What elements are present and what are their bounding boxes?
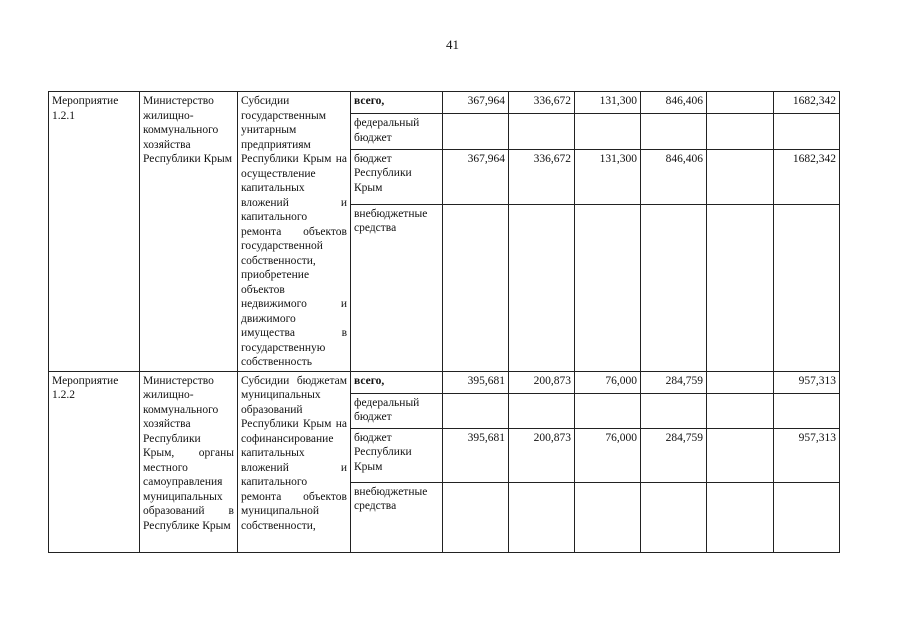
value-cell xyxy=(575,204,641,371)
value-cell xyxy=(774,204,840,371)
budget-table xyxy=(48,91,840,553)
value-cell xyxy=(641,204,707,371)
table-row xyxy=(49,92,840,114)
source-label: федеральный бюджет xyxy=(351,393,443,428)
value-cell: 284,759 xyxy=(641,428,707,482)
value-cell xyxy=(509,482,575,552)
source-label: бюджет Республики Крым xyxy=(351,149,443,204)
value-cell: 395,681 xyxy=(443,428,509,482)
value-cell: 846,406 xyxy=(641,92,707,114)
value-cell: 957,313 xyxy=(774,428,840,482)
value-cell xyxy=(509,204,575,371)
value-cell: 367,964 xyxy=(443,149,509,204)
measure-cell: Мероприятие 1.2.1 xyxy=(49,92,140,372)
value-cell xyxy=(575,482,641,552)
value-cell xyxy=(443,393,509,428)
value-cell xyxy=(707,371,774,393)
value-cell xyxy=(707,393,774,428)
source-label: всего, xyxy=(351,371,443,393)
source-label: внебюджетные средства xyxy=(351,204,443,371)
value-cell xyxy=(707,149,774,204)
table-row xyxy=(49,371,840,393)
value-cell xyxy=(707,428,774,482)
measure-cell: Мероприятие 1.2.2 xyxy=(49,371,140,552)
value-cell xyxy=(509,393,575,428)
value-cell xyxy=(707,204,774,371)
description-cell: Субсидии бюджетам муниципальных образований Республики Крым на софинансирование капитальных вложений и капитального ремонта объектов муниципальной собственности, xyxy=(238,371,351,552)
value-cell xyxy=(641,114,707,150)
value-cell xyxy=(707,114,774,150)
value-cell xyxy=(509,114,575,150)
value-cell xyxy=(707,482,774,552)
value-cell xyxy=(641,482,707,552)
value-cell: 336,672 xyxy=(509,149,575,204)
value-cell: 200,873 xyxy=(509,371,575,393)
value-cell: 1682,342 xyxy=(774,92,840,114)
value-cell: 76,000 xyxy=(575,428,641,482)
value-cell: 1682,342 xyxy=(774,149,840,204)
description-cell: Субсидии государственным унитарным предприятиям Республики Крым на осуществление капитальных вложений и капитального ремонта объектов государственной собственности, приобретение объектов недвижимого и движимого имущества в государственную собственность xyxy=(238,92,351,372)
value-cell: 846,406 xyxy=(641,149,707,204)
value-cell xyxy=(641,393,707,428)
value-cell xyxy=(443,114,509,150)
value-cell: 131,300 xyxy=(575,92,641,114)
source-label: федеральный бюджет xyxy=(351,114,443,150)
value-cell: 284,759 xyxy=(641,371,707,393)
value-cell xyxy=(575,114,641,150)
value-cell xyxy=(575,393,641,428)
value-cell: 957,313 xyxy=(774,371,840,393)
value-cell xyxy=(707,92,774,114)
executor-cell: Министерство жилищно-коммунального хозяйства Республики Крым xyxy=(140,92,238,372)
value-cell: 200,873 xyxy=(509,428,575,482)
value-cell: 76,000 xyxy=(575,371,641,393)
executor-cell: Министерство жилищно-коммунального хозяйства Республики Крым, органы местного самоуправления муниципальных образований в Республике Крым xyxy=(140,371,238,552)
source-label: всего, xyxy=(351,92,443,114)
value-cell xyxy=(443,482,509,552)
value-cell: 367,964 xyxy=(443,92,509,114)
value-cell xyxy=(774,482,840,552)
value-cell: 395,681 xyxy=(443,371,509,393)
source-label: внебюджетные средства xyxy=(351,482,443,552)
source-label: бюджет Республики Крым xyxy=(351,428,443,482)
value-cell xyxy=(774,393,840,428)
value-cell: 131,300 xyxy=(575,149,641,204)
value-cell xyxy=(443,204,509,371)
page-number: 41 xyxy=(446,37,459,52)
value-cell: 336,672 xyxy=(509,92,575,114)
value-cell xyxy=(774,114,840,150)
